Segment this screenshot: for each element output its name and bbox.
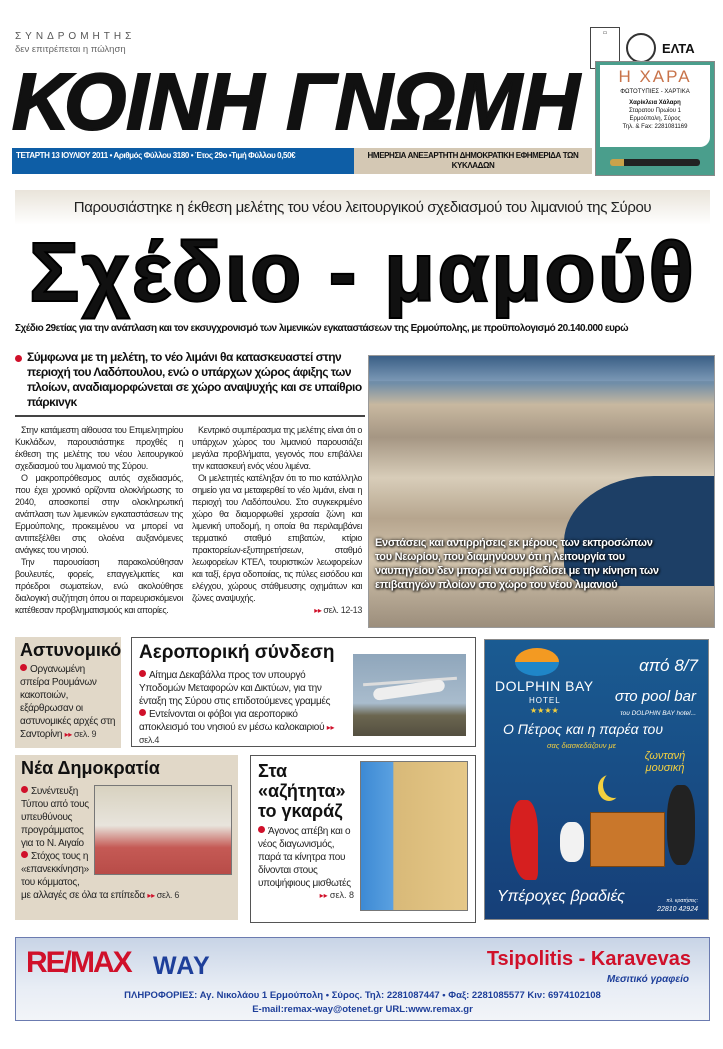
hara-address2: Ερμούπολη, Σύρος — [629, 116, 681, 122]
subscriber-label: ΣΥΝΔΡΟΜΗΤΗΣ — [15, 31, 136, 42]
page-ref[interactable]: ▸▸ σελ. 12-13 — [192, 604, 362, 617]
hara-title: Η ΧΑΡΑ — [618, 67, 692, 86]
piano-illustration — [590, 812, 665, 867]
remax-contact[interactable]: E-mail:remax-way@otenet.gr URL:www.remax.gr — [252, 1004, 473, 1015]
deck: Σχέδιο 29ετίας για την ανάπλαση και τον εκσυγχρονισμό των λιμενικών εγκαταστάσεων της Ερμούπολης, με προϋπολογισμό 20.140.000 ευρώ — [15, 323, 629, 334]
lede — [15, 350, 365, 417]
ad-hotel: HOTEL — [529, 696, 561, 705]
singer-illustration — [510, 800, 538, 880]
astynomiko-box[interactable] — [15, 637, 121, 748]
paragraph: Οι μελετητές κατέληξαν ότι το πιο κατάλληλο σημείο για να μεταφερθεί το νέο λιμάνι, είναι η περιοχή του Λαδόπουλου. Στο συγκεκριμένο χώρο θα διαμορφωθεί χερσαία ζώνη και λιμενική υποδομή, η οποία θα περιλαμβάνει τερματικό σταθμό επιβατών, κτίριο πρακτορείων-εξυπηρετήσεων, σταθμό λεωφορείων ΚΤΕΛ, τουριστικών λεωφορείων και ταξί, έργα οδοποιίας, τις πύλες εισόδου και ελέγχου, χώρους στάθμευσης οχημάτων και ζώνες αναψυχής. — [192, 473, 362, 603]
masthead: ΚΟΙΝΗ ΓΝΩΜΗ — [12, 57, 580, 146]
guitarist-illustration — [667, 785, 695, 865]
article-column-2 — [192, 424, 362, 617]
paragraph: Ο μακροπρόθεσμος αυτός σχεδιασμός, που έχει χρονικό ορίζοντα ολοκλήρωσης το 2040, αποσκοπεί στην ολοκληρωτική ανάπλαση των λιμενικών εγκαταστάσεων της Ερμούπολης, προκειμένου να μπορεί να αντιπεξέλθει στις ολοένα αυξανόμενες ανάγκες του νησιού. — [15, 473, 183, 555]
nd-bullet: Στόχος τους η «επανεκκίνηση» του κόμματος, με αλλαγές σε όλα τα επίπεδα — [21, 851, 145, 901]
paragraph: Στην κατάμεστη αίθουσα του Επιμελητηρίου Κυκλάδων, παρουσιάστηκε προχθές η έκθεση της μελέτης του νέου λειτουργικού σχεδιασμού του λιμανιού της Σύρου. — [15, 425, 183, 471]
aero-title: Αεροπορική σύνδεση — [139, 642, 335, 663]
remax-way: WAY — [153, 952, 211, 980]
garage-box[interactable] — [250, 755, 476, 923]
postage-paid-icon: ▭ — [590, 27, 620, 69]
harbor-aerial-photo — [368, 355, 715, 628]
remax-office: Μεσιτικό γραφείο — [606, 974, 689, 985]
press-conference-photo — [94, 785, 232, 875]
remax-agency: Tsipolitis - Karavevas — [486, 948, 691, 970]
elta-logo: ΕΛΤΑ — [662, 40, 695, 56]
nd-box[interactable] — [15, 755, 238, 920]
hara-phone: Τηλ. & Fax: 2281081169 — [622, 124, 688, 130]
remax-ad[interactable] — [15, 937, 710, 1021]
bullet-icon — [139, 709, 146, 716]
page-ref[interactable]: ▸▸ σελ.4 — [139, 722, 334, 745]
aero-bullet: Εντείνονται οι φόβοι για αεροπορικό αποκλεισμό του νησιού εν μέσω καλοκαιριού — [139, 709, 325, 733]
bullet-icon — [21, 851, 28, 858]
headline[interactable]: Σχέδιο - μαμούθ — [29, 225, 696, 319]
remax-info: ΠΛΗΡΟΦΟΡΙΕΣ: Αγ. Νικολάου 1 Ερμούπολη • Σύρος. Τηλ: 2281087447 • Φαξ: 2281085577 Κιν: 6974102108 — [124, 990, 601, 1001]
no-sale-label: δεν επιτρέπεται η πώληση — [15, 44, 126, 55]
page-ref[interactable]: ▸▸ σελ. 6 — [147, 890, 179, 900]
aero-bullet: Αίτημα Δεκαβάλλα προς τον υπουργό Υποδομών Μεταφορών και Δικτύων, για την ένταξη της Σύρου στις επιδοτούμενες γραμμές — [139, 670, 331, 707]
ad-band: Ο Πέτρος και η παρέα του — [503, 721, 664, 737]
hara-subtitle: ΦΩΤΟΤΥΠΙΕΣ - ΧΑΡΤΙΚΑ — [620, 89, 690, 95]
ad-live-music: ζωντανή μουσική — [644, 750, 686, 774]
paragraph: Την παρουσίαση παρακολούθησαν βουλευτές, φορείς, επαγγελματίες και πρόεδροι σωματείων, ενώ ακολούθησε διαλογική συζήτηση όπου οι παρευρισκόμενοι κατέθεσαν προβληματισμούς και απορίες. — [15, 557, 183, 615]
seal-icon — [626, 33, 656, 63]
nd-title: Νέα Δημοκρατία — [21, 758, 160, 778]
pianist-illustration — [560, 822, 584, 862]
dateline: ΤΕΤΑΡΤΗ 13 ΙΟΥΛΙΟΥ 2011 • Αριθμός Φύλλου 3180 • Έτος 29ο •Τιμή Φύλλου 0,50€ — [12, 148, 354, 174]
page-ref[interactable]: ▸▸ σελ. 9 — [65, 729, 97, 739]
tagline: ΗΜΕΡΗΣΙΑ ΑΝΕΞΑΡΤΗΤΗ ΔΗΜΟΚΡΑΤΙΚΗ ΕΦΗΜΕΡΙΔΑ ΤΩΝ ΚΥΚΛΑΔΩΝ — [354, 148, 592, 174]
hara-address1: Σταρατου Πρωίου 1 — [628, 108, 681, 114]
ad-date: από 8/7 — [639, 656, 698, 675]
airplane-photo — [353, 654, 466, 736]
garage-text: Άγονος απέβη και ο νέος διαγωνισμός, παρά τα κίνητρα που δίνονται στους υποψήφιους μισθωτές — [258, 826, 351, 889]
moon-icon — [603, 772, 625, 798]
dolphin-bay-ad[interactable] — [484, 639, 709, 920]
bullet-icon — [21, 786, 28, 793]
lede-text: Σύμφωνα με τη μελέτη, το νέο λιμάνι θα κατασκευαστεί στην περιοχή του Λαδόπουλου, ενώ ο υπάρχων χώρος άφιξης των πλοίων, αναδιαμορφώνεται σε χώρο αναψυχής και σε υπαίθριο πάρκινγκ — [27, 350, 362, 409]
kicker: Παρουσιάστηκε η έκθεση μελέτης του νέου λειτουργικού σχεδιασμού του λιμανιού της Σύρου — [15, 190, 710, 225]
hara-name: Χαρίκλεια Χάλαρη — [629, 100, 681, 106]
bullet-icon — [15, 355, 22, 362]
pen-icon — [610, 159, 700, 166]
photo-caption: Ενστάσεις και αντιρρήσεις εκ μέρους των εκπροσώπων του Νεωρίου, που διαμηνύουν ότι η λειτουργία του ναυπηγείου δεν μπορεί να συμβαδίσει με την κίνηση των επιβατηγών πλοίων στο χώρο του νέου λιμανιού — [375, 537, 659, 591]
hara-ad[interactable] — [595, 61, 715, 176]
astynomiko-text: Οργανωμένη σπείρα Ρουμάνων κακοποιών, εξάρθρωσαν οι αστυνομικές αρχές στη Σαντορίνη — [20, 664, 116, 740]
ad-tel: 22810 42924 — [657, 906, 698, 913]
article-column-1 — [15, 424, 183, 616]
dolphin-logo-icon — [515, 648, 559, 676]
nd-bullet: Συνέντευξη Τύπου από τους υπευθύνους προγράμματος για το Ν. Αιγαίο — [21, 786, 89, 849]
ad-slogan: Υπέροχες βραδιές — [497, 888, 625, 905]
astynomiko-title: Αστυνομικό — [20, 640, 122, 660]
bullet-icon — [139, 670, 146, 677]
garage-building-photo — [360, 761, 468, 911]
ad-brand: DOLPHIN BAY — [495, 678, 594, 694]
ad-entertain: σας διασκεδάζουν με — [547, 741, 616, 750]
bullet-icon — [20, 664, 27, 671]
ad-hotel-note: του DOLPHIN BAY hotel... — [620, 710, 696, 717]
star-rating: ★★★★ — [530, 706, 559, 715]
date-bar — [12, 148, 592, 174]
bullet-icon — [258, 826, 265, 833]
page-ref[interactable]: ▸▸ σελ. 8 — [258, 890, 468, 900]
ad-pool: στο pool bar — [614, 688, 696, 705]
garage-title: Στα «αζήτητα» το γκαράζ — [258, 761, 346, 821]
paragraph: Κεντρικό συμπέρασμα της μελέτης είναι ότι ο υπάρχων χώρος του λιμανιού παρουσιάζει μεγάλα προβλήματα, γεγονός που επιβάλλει την κατασκευή ενός νέου λιμένα. — [192, 425, 362, 471]
remax-logo: RE/MAX — [26, 946, 131, 979]
ad-tel-label: πλ. κρατήσεις: — [666, 898, 698, 904]
